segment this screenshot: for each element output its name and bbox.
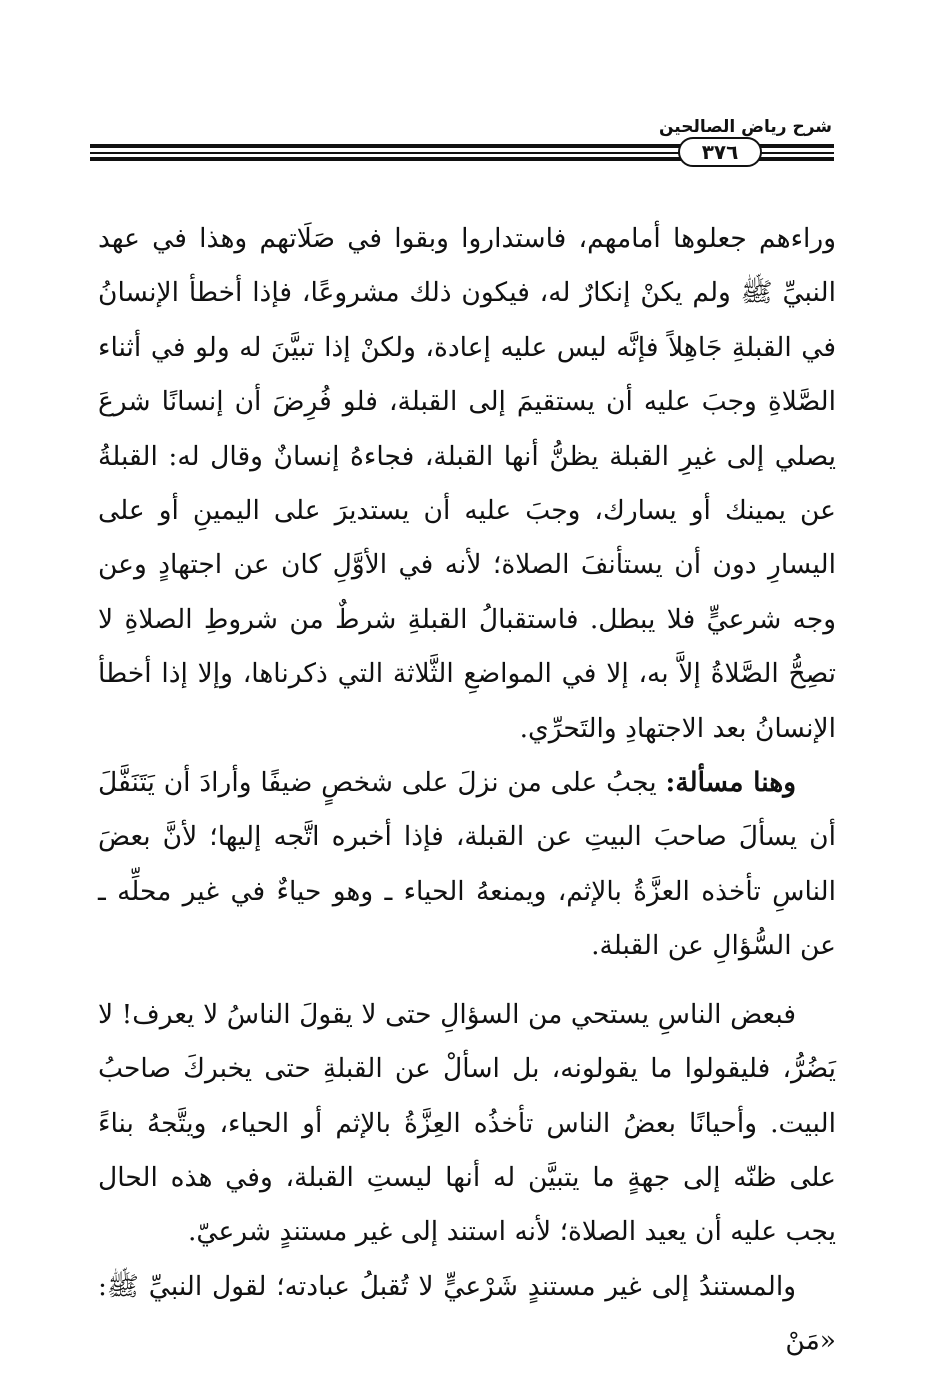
paragraph-1: وراءهم جعلوها أمامهم، فاستداروا وبقوا في صَلَاتهم وهذا في عهد النبيِّ ﷺ ولم يكنْ إنكارٌ له، فيكون ذلك مشروعًا، فإذا أخطأ الإنسانُ في القبلةِ جَاهِلاً فإنَّه ليس عليه إعادة، ولكنْ إذا تبيَّنَ له ولو في أثناء الصَّلاةِ وجبَ عليه أن يستقيمَ إلى القبلة، فلو فُرِضَ أن إنسانًا شرعَ يصلي إلى غيرِ القبلة يظنُّ أنها القبلة، فجاءهُ إنسانٌ وقال له: القبلةُ عن يمينك أو يسارك، وجبَ عليه أن يستديرَ على اليمينِ أو على اليسارِ دون أن يستأنفَ الصلاة؛ لأنه في الأوَّلِ كان عن اجتهادٍ وعن وجه شرعيٍّ فلا يبطل. فاستقبالُ القبلةِ شرطٌ من شروطِ الصلاةِ لا تصِحُّ الصَّلاةُ إلاَّ به، إلا في المواضعِ الثَّلاثة التي ذكرناها، وإلا إذا أخطأ الإنسانُ بعد الاجتهادِ والتَحرِّي. [98,223,836,744]
page-number-frame [678,137,762,167]
paragraph-4: والمستندُ إلى غير مستندٍ شَرْعيٍّ لا تُقبلُ عبادته؛ لقول النبيِّ ﷺ: «مَنْ [98,1270,836,1357]
issue-lead: وهنا مسألة: [665,767,797,799]
body-text [98,212,836,1369]
header-rule-right [754,140,834,164]
header-rule-left [90,140,686,164]
paragraph-2 [98,756,836,974]
paragraph-2-text: يجبُ على من نزلَ على شخصٍ ضيفًا وأرادَ أن يَتَنَفَّلَ أن يسألَ صاحبَ البيتِ عن القبلة، فإذا أخبره اتَّجه إليها؛ لأنَّ بعضَ الناسِ تأخذه العزَّةُ بالإثم، ويمنعهُ الحياء ـ وهو حياءٌ في غير محلِّه ـ عن السُّؤالِ عن القبلة. [98,767,836,962]
running-title: شرح رياض الصالحين [658,117,832,137]
page-number: ٣٧٦ [701,140,739,164]
paragraph-3: فبعض الناسِ يستحي من السؤالِ حتى لا يقولَ الناسُ لا يعرف! لا يَضُرُّ، فليقولوا ما يقولونه، بل اسألْ عن القبلةِ حتى يخبركَ صاحبُ البيت. وأحيانًا بعضُ الناس تأخذُه العِزَّةُ بالإثم أو الحياء، ويتَّجهُ بناءً على ظنّه إلى جهةٍ ما يتبيَّن له أنها ليستِ القبلة، وفي هذه الحال يجب عليه أن يعيد الصلاة؛ لأنه استند إلى غير مستندٍ شرعيّ. [98,998,836,1248]
